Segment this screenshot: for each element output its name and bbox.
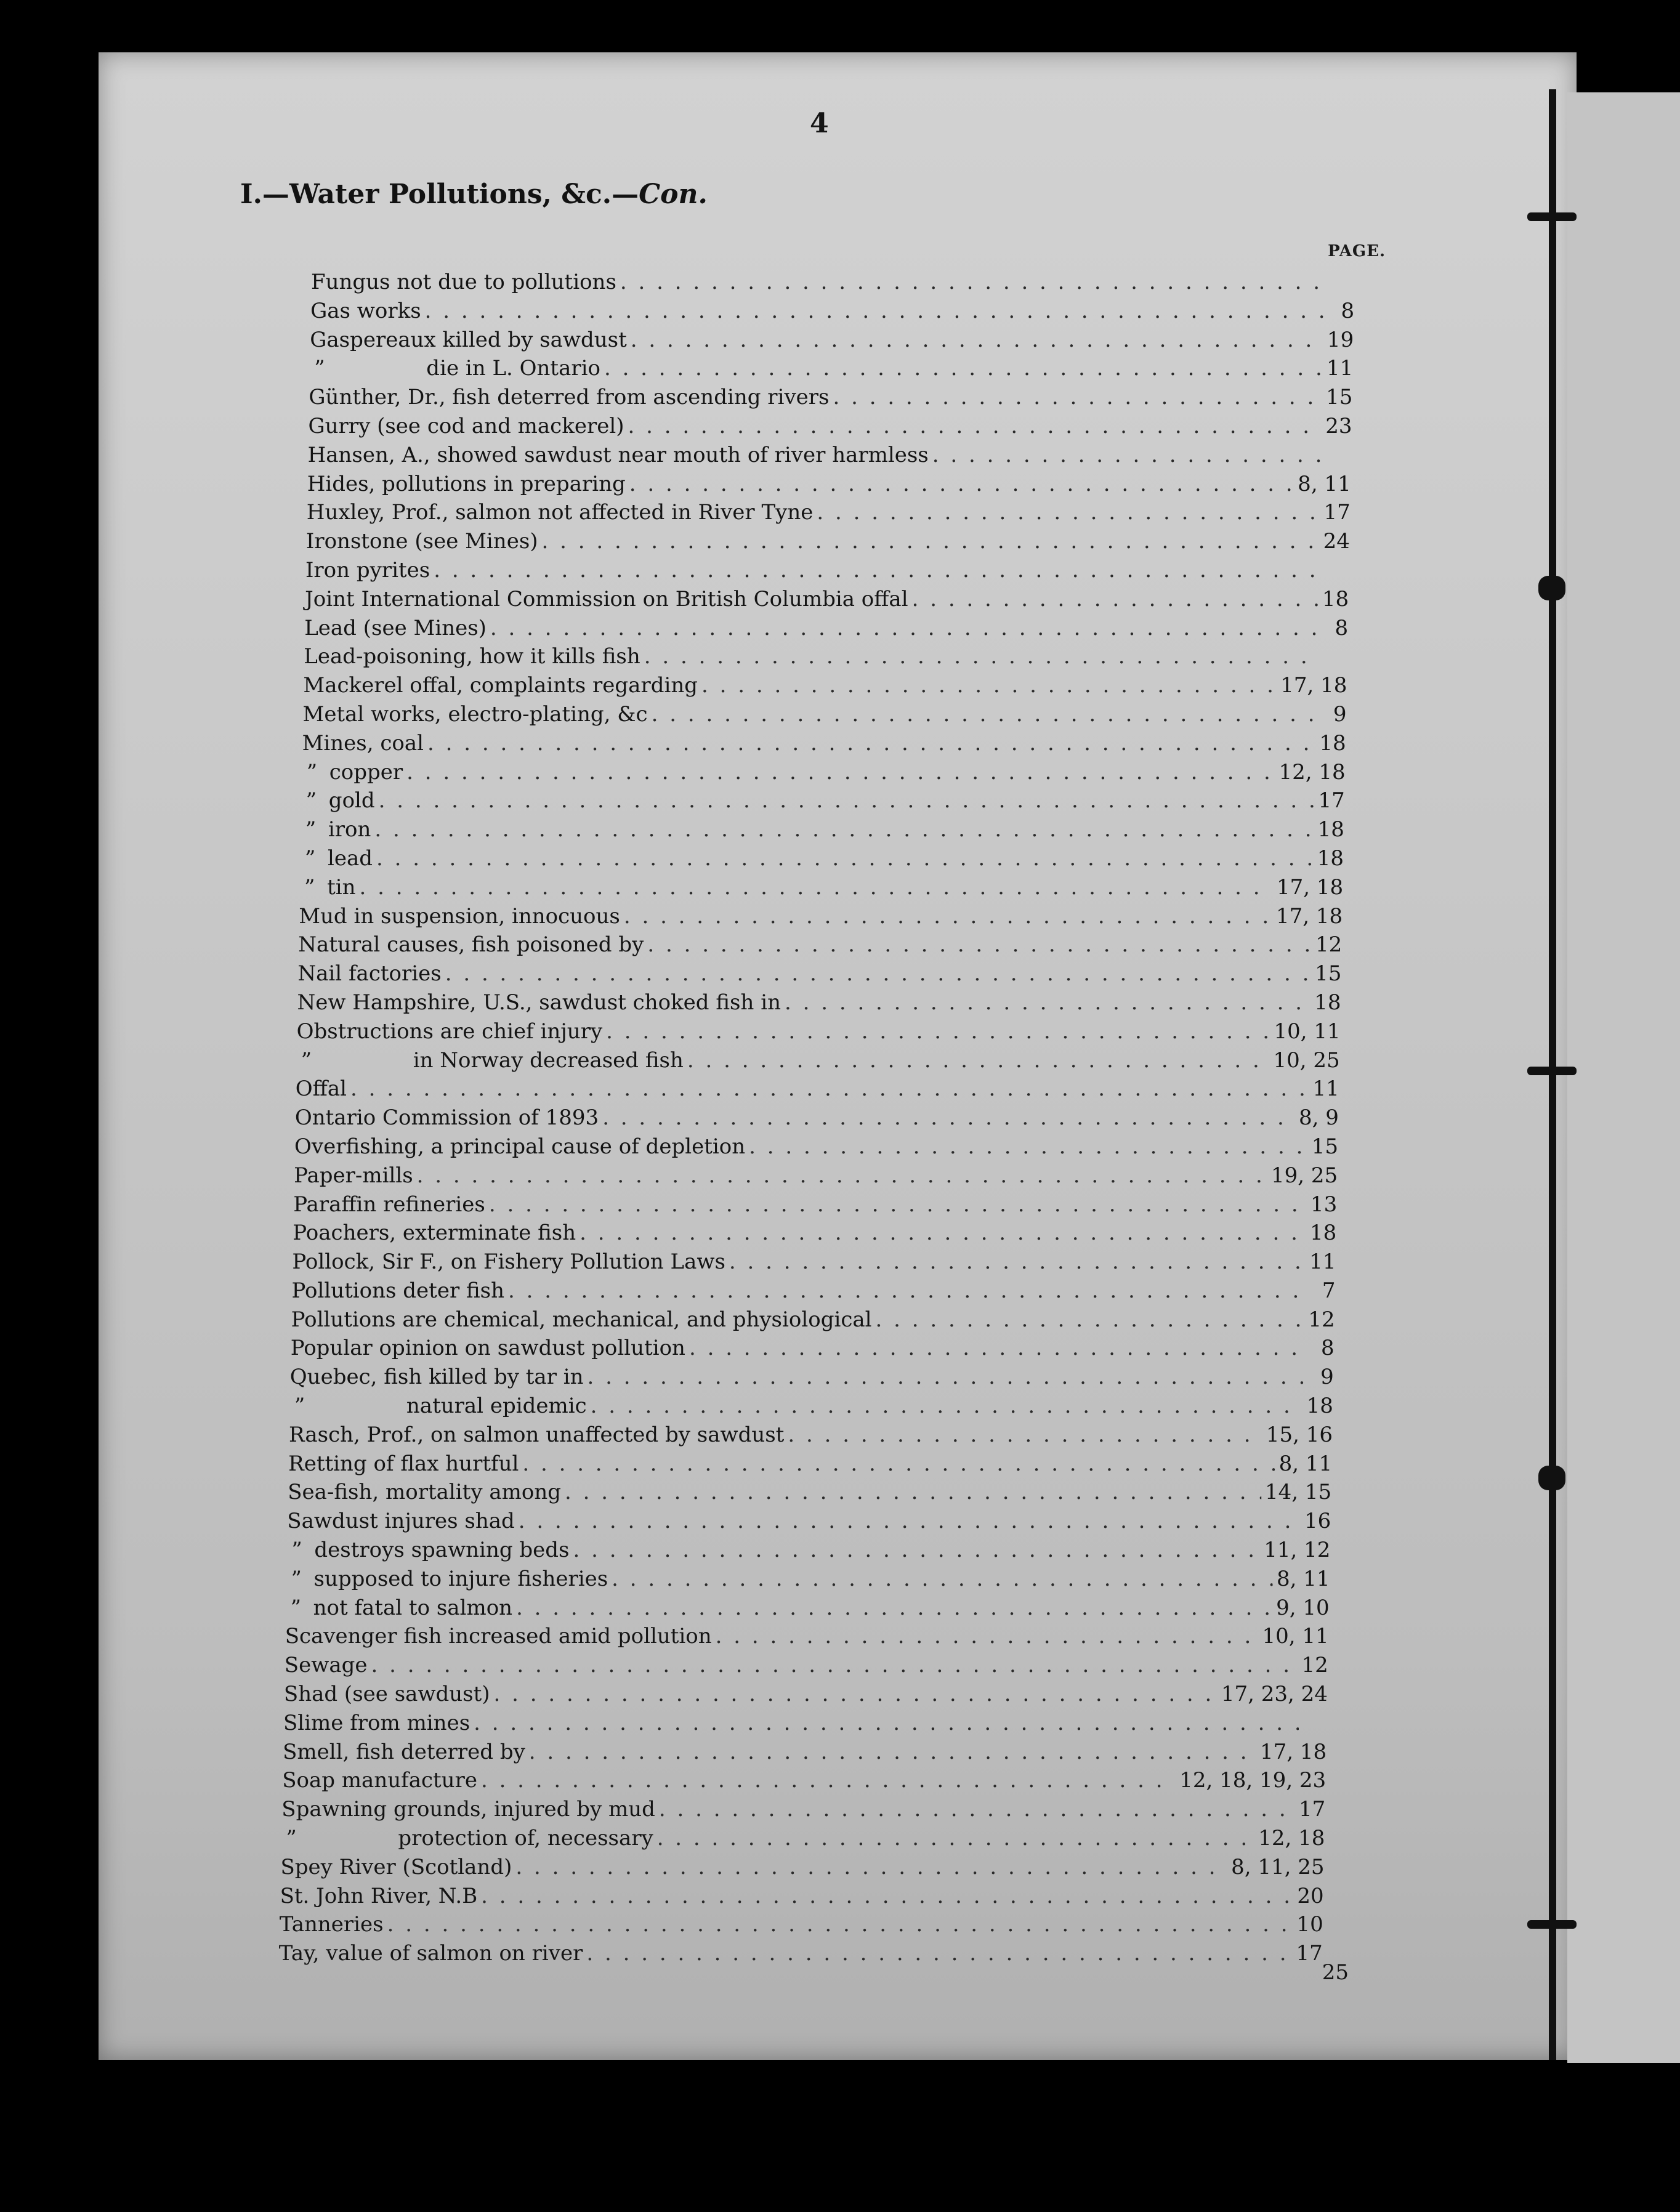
index-entry-pages: 12 <box>1308 1307 1335 1332</box>
ditto-mark: ” <box>291 1538 302 1563</box>
index-entry-term: Huxley, Prof., salmon not affected in River Tyne <box>306 500 814 525</box>
index-entry-term: tin <box>327 874 356 900</box>
ditto-mark: ” <box>305 788 317 813</box>
index-entry <box>294 1163 1338 1192</box>
index-entry-pages: 18 <box>1310 1221 1337 1246</box>
index-entry <box>286 1567 1330 1596</box>
dot-leader <box>427 731 1315 756</box>
index-entry-pages: 8, 11 <box>1276 1566 1330 1591</box>
dot-leader <box>379 788 1315 813</box>
ditto-mark: ” <box>306 759 318 785</box>
section-heading-title: I.—Water Pollutions, &c.— <box>240 179 639 210</box>
index-entry-pages: 12 <box>1315 932 1343 958</box>
index-entry <box>297 961 1341 990</box>
index-entry <box>303 673 1347 702</box>
index-entry-pages: 12, 18 <box>1278 759 1346 785</box>
index-entry-term: Pollutions deter fish <box>291 1278 505 1303</box>
dot-leader <box>350 1076 1309 1101</box>
index-entry <box>301 788 1345 817</box>
dot-leader <box>516 1596 1272 1620</box>
index-entry-term: Tay, value of salmon on river <box>278 1941 583 1966</box>
index-entry-term: Paraffin refineries <box>293 1192 485 1217</box>
index-entry-term: Gaspereaux killed by sawdust <box>310 327 627 352</box>
index-entry <box>307 472 1351 501</box>
index-entry-term: destroys spawning beds <box>314 1538 570 1563</box>
index-entry-term: Soap manufacture <box>282 1768 477 1793</box>
index-entry-pages: 11 <box>1327 356 1354 381</box>
index-entry <box>299 904 1343 933</box>
index-entry <box>286 1538 1330 1567</box>
index-entry-term: Overfishing, a principal cause of depletion <box>294 1134 746 1159</box>
dot-leader <box>481 1884 1293 1908</box>
index-entry-pages: 18 <box>1317 846 1344 871</box>
index-entry-term: Gas works <box>310 298 421 323</box>
dot-leader <box>876 1307 1305 1332</box>
dot-leader <box>785 990 1310 1015</box>
binding-stitch <box>1538 1466 1565 1490</box>
index-entry-pages: 8, 9 <box>1299 1105 1339 1131</box>
ditto-mark: ” <box>314 356 325 381</box>
index-entry-pages: 9, 10 <box>1276 1595 1330 1620</box>
index-entry <box>293 1192 1337 1221</box>
index-entry-pages: 17 <box>1318 788 1345 813</box>
index-entry-pages: 17, 23, 24 <box>1221 1682 1328 1707</box>
index-entry-term: Spawning grounds, injured by mud <box>281 1797 655 1822</box>
index-entry-term: Metal works, electro-plating, &c <box>302 701 648 727</box>
index-list <box>278 270 1355 1970</box>
index-entry <box>308 443 1352 472</box>
index-entry-term: Hides, pollutions in preparing <box>307 471 626 496</box>
ditto-mark: ” <box>305 846 316 871</box>
index-entry-term: natural epidemic <box>406 1394 587 1419</box>
dot-leader <box>515 1855 1227 1879</box>
index-entry-term: Gurry (see cod and mackerel) <box>308 413 624 438</box>
dot-leader <box>817 500 1320 525</box>
index-entry-pages: 9 <box>1333 701 1347 727</box>
index-entry-pages: 16 <box>1304 1509 1331 1534</box>
index-entry <box>289 1423 1333 1451</box>
index-entry <box>300 846 1344 875</box>
index-entry-pages: 15, 16 <box>1266 1422 1333 1447</box>
dot-leader <box>788 1423 1262 1447</box>
index-entry-pages: 15 <box>1311 1134 1338 1159</box>
dot-leader <box>481 1768 1176 1793</box>
index-entry-term: Lead (see Mines) <box>304 615 487 640</box>
dot-leader <box>580 1221 1306 1245</box>
index-entry-term: Ironstone (see Mines) <box>305 529 538 554</box>
index-entry <box>281 1826 1325 1855</box>
index-entry-pages: 11 <box>1312 1076 1339 1102</box>
dot-leader <box>522 1451 1275 1476</box>
facing-page-edge <box>1567 92 1680 2063</box>
index-entry <box>290 1365 1334 1394</box>
index-entry-pages: 10 <box>1296 1912 1323 1937</box>
index-entry-pages: 11, 12 <box>1264 1538 1331 1563</box>
index-entry-pages: 8 <box>1341 298 1355 323</box>
index-entry-term: Shad (see sawdust) <box>283 1682 490 1707</box>
index-entry <box>295 1105 1339 1134</box>
index-entry <box>285 1653 1328 1682</box>
index-entry <box>288 1480 1331 1509</box>
dot-leader <box>565 1480 1261 1504</box>
dot-leader <box>489 1192 1307 1217</box>
index-entry-term: Mud in suspension, innocuous <box>299 903 620 929</box>
index-entry <box>311 270 1355 299</box>
index-entry <box>280 1912 1323 1941</box>
index-entry-term: Lead-poisoning, how it kills fish <box>304 644 640 669</box>
index-entry-pages: 17, 18 <box>1259 1739 1327 1764</box>
index-entry <box>281 1855 1325 1884</box>
index-entry-pages: 12 <box>1301 1653 1328 1678</box>
index-entry <box>293 1221 1336 1249</box>
dot-leader <box>631 328 1323 352</box>
dot-leader <box>749 1134 1308 1159</box>
ditto-mark: ” <box>291 1566 302 1591</box>
index-entry <box>310 299 1354 328</box>
dot-leader <box>932 443 1323 467</box>
index-entry-term: Retting of flax hurtful <box>288 1451 519 1476</box>
index-entry <box>282 1768 1326 1797</box>
dot-leader <box>508 1278 1307 1303</box>
index-entry-term: Nail factories <box>297 961 442 987</box>
index-entry <box>305 558 1349 587</box>
index-entry-pages: 18 <box>1314 990 1341 1015</box>
dot-leader <box>833 385 1322 410</box>
binding-stitch <box>1527 212 1577 221</box>
index-entry <box>310 328 1354 357</box>
dot-leader <box>591 1394 1303 1418</box>
index-entry-term: copper <box>329 759 403 785</box>
index-entry-pages: 17, 18 <box>1280 673 1347 698</box>
index-entry-term: Hansen, A., showed sawdust near mouth of river harmless <box>307 442 929 467</box>
dot-leader <box>701 673 1277 698</box>
index-entry <box>281 1797 1325 1826</box>
index-entry-term: in Norway decreased fish <box>413 1047 684 1073</box>
index-entry-term: Popular opinion on sawdust pollution <box>290 1336 685 1361</box>
index-entry-term: supposed to injure fisheries <box>313 1566 608 1591</box>
index-entry <box>288 1451 1332 1480</box>
index-entry-pages: 8, 11, 25 <box>1231 1854 1325 1879</box>
ditto-mark: ” <box>305 817 317 842</box>
index-entry <box>289 1394 1333 1423</box>
dot-leader <box>494 1682 1218 1706</box>
index-entry-term: Fungus not due to pollutions <box>311 270 616 294</box>
page-column-header: PAGE. <box>1328 242 1386 260</box>
index-entry-pages: 19 <box>1327 327 1354 352</box>
index-entry <box>296 1076 1339 1105</box>
dot-leader <box>434 558 1321 583</box>
index-entry-term: protection of, necessary <box>398 1826 653 1851</box>
index-entry-pages: 18 <box>1306 1394 1333 1419</box>
index-entry <box>298 932 1342 961</box>
section-heading-continued: Con. <box>639 179 708 210</box>
index-entry-term: Mines, coal <box>302 730 424 756</box>
index-entry-pages: 13 <box>1310 1192 1338 1217</box>
index-entry-term: gold <box>328 788 375 813</box>
index-entry-term: Poachers, exterminate fish <box>293 1221 576 1246</box>
index-entry-term: Rasch, Prof., on salmon unaffected by sawdust <box>289 1422 785 1447</box>
index-entry-pages: 8, 11 <box>1298 471 1351 496</box>
index-entry <box>301 817 1344 846</box>
index-entry <box>305 587 1349 616</box>
dot-leader <box>374 817 1314 842</box>
dot-leader <box>912 587 1319 612</box>
index-entry-term: Pollock, Sir F., on Fishery Pollution Laws <box>292 1249 725 1275</box>
index-entry <box>285 1624 1329 1653</box>
dot-leader <box>586 1941 1292 1966</box>
dot-leader <box>689 1336 1306 1360</box>
dot-leader <box>425 299 1326 323</box>
index-entry-term: Tanneries <box>279 1912 384 1937</box>
ditto-mark: ” <box>290 1595 301 1620</box>
dot-leader <box>624 904 1272 929</box>
index-entry-pages: 9 <box>1320 1365 1334 1390</box>
index-entry-term: Sea-fish, mortality among <box>288 1480 561 1505</box>
dot-leader <box>629 472 1294 496</box>
dot-leader <box>371 1653 1298 1677</box>
index-entry <box>302 731 1346 760</box>
index-entry-term: Ontario Commission of 1893 <box>294 1105 599 1131</box>
index-entry <box>304 616 1348 645</box>
dot-leader <box>647 932 1312 957</box>
index-entry-pages: 10, 11 <box>1262 1624 1329 1649</box>
index-entry-pages: 12, 18, 19, 23 <box>1179 1768 1327 1793</box>
ditto-mark: ” <box>286 1826 297 1851</box>
dot-leader <box>606 1019 1270 1044</box>
index-entry <box>284 1682 1328 1711</box>
index-entry <box>292 1249 1336 1278</box>
index-entry-pages: 8 <box>1321 1336 1335 1361</box>
index-entry-pages: 17 <box>1299 1797 1326 1822</box>
ditto-mark: ” <box>304 874 315 900</box>
dot-leader <box>406 760 1275 785</box>
index-entry <box>299 875 1343 904</box>
index-entry-pages: 17, 18 <box>1276 903 1343 929</box>
index-entry-pages: 8 <box>1335 615 1349 640</box>
index-entry-pages: 17, 18 <box>1276 874 1344 900</box>
index-entry-term: Pollutions are chemical, mechanical, and physiological <box>291 1307 872 1332</box>
index-entry-term: New Hampshire, U.S., sawdust choked fish in <box>297 990 781 1015</box>
dot-leader <box>490 616 1320 640</box>
index-entry-term: Paper-mills <box>294 1163 413 1188</box>
index-entry-pages: 11 <box>1309 1249 1336 1275</box>
dot-leader <box>729 1249 1306 1274</box>
index-entry-term: die in L. Ontario <box>426 356 600 381</box>
ditto-mark: ” <box>301 1047 312 1073</box>
index-entry <box>292 1278 1336 1307</box>
index-entry-pages: 10, 11 <box>1274 1019 1341 1044</box>
trailing-page-reference: 25 <box>1322 1960 1349 1985</box>
dot-leader <box>657 1826 1255 1851</box>
index-entry <box>302 760 1346 789</box>
dot-leader <box>644 644 1320 669</box>
binding-stitch <box>1527 1067 1577 1075</box>
dot-leader <box>360 875 1273 900</box>
dot-leader <box>445 961 1311 986</box>
index-entry <box>304 644 1347 673</box>
index-entry <box>283 1711 1327 1740</box>
index-entry <box>280 1884 1324 1913</box>
index-entry-pages: 18 <box>1317 817 1344 842</box>
index-entry-term: Natural causes, fish poisoned by <box>298 932 644 958</box>
index-entry-pages: 23 <box>1325 413 1352 438</box>
index-entry-term: lead <box>328 846 373 871</box>
index-entry-term: Mackerel offal, complaints regarding <box>303 673 698 698</box>
dot-leader <box>604 356 1323 381</box>
index-entry-term: Smell, fish deterred by <box>283 1739 525 1764</box>
index-entry-pages: 18 <box>1319 730 1346 756</box>
index-entry <box>296 1048 1340 1077</box>
index-entry <box>297 1019 1341 1048</box>
dot-leader <box>687 1048 1270 1073</box>
index-entry-term: Offal <box>295 1076 347 1102</box>
index-entry-pages: 20 <box>1297 1883 1324 1908</box>
dot-leader <box>474 1711 1299 1735</box>
index-entry-term: not fatal to salmon <box>313 1595 513 1620</box>
index-entry-pages: 14, 15 <box>1265 1480 1332 1505</box>
index-entry-pages: 15 <box>1326 385 1353 410</box>
index-entry <box>303 702 1347 731</box>
section-heading <box>240 179 708 210</box>
index-entry <box>294 1134 1338 1163</box>
ditto-mark: ” <box>294 1394 305 1419</box>
dot-leader <box>716 1624 1259 1649</box>
dot-leader <box>620 270 1327 294</box>
index-entry <box>309 414 1352 443</box>
binding-stitch <box>1538 576 1565 600</box>
index-entry <box>297 990 1341 1019</box>
dot-leader <box>612 1567 1273 1591</box>
page-number: 4 <box>810 108 829 139</box>
index-entry-pages: 15 <box>1315 961 1342 987</box>
index-entry <box>309 356 1353 385</box>
index-entry <box>291 1336 1335 1365</box>
dot-leader <box>659 1797 1295 1822</box>
index-entry-pages: 12, 18 <box>1258 1826 1325 1851</box>
dot-leader <box>628 414 1322 438</box>
index-entry-term: Sawdust injures shad <box>287 1509 515 1534</box>
index-entry-term: Quebec, fish killed by tar in <box>289 1365 584 1390</box>
index-entry-term: Iron pyrites <box>305 557 430 583</box>
index-entry <box>283 1740 1327 1769</box>
index-entry-pages: 17 <box>1296 1941 1323 1966</box>
dot-leader <box>588 1365 1306 1389</box>
index-entry-pages: 10, 25 <box>1273 1047 1340 1073</box>
index-entry-pages: 8, 11 <box>1278 1451 1333 1476</box>
index-entry <box>291 1307 1335 1336</box>
index-entry-term: Scavenger fish increased amid pollution <box>285 1624 712 1649</box>
index-entry-pages: 19, 25 <box>1270 1163 1338 1188</box>
index-entry-term: Spey River (Scotland) <box>280 1854 512 1879</box>
index-entry-term: Günther, Dr., fish deterred from ascending rivers <box>309 385 830 410</box>
index-entry <box>307 500 1351 529</box>
binding-stitch <box>1527 1920 1577 1929</box>
dot-leader <box>542 529 1320 554</box>
index-entry-term: Slime from mines <box>283 1710 470 1735</box>
index-entry <box>286 1596 1330 1625</box>
index-entry <box>309 385 1352 414</box>
index-entry-pages: 17 <box>1323 500 1351 525</box>
dot-leader <box>387 1912 1293 1937</box>
dot-leader <box>529 1740 1256 1764</box>
index-entry-term: St. John River, N.B <box>280 1883 478 1908</box>
index-entry <box>279 1941 1323 1970</box>
index-entry-term: Joint International Commission on British Columbia offal <box>305 586 908 612</box>
index-entry-pages: 7 <box>1322 1278 1336 1303</box>
index-entry-pages: 18 <box>1322 586 1349 612</box>
index-entry <box>306 529 1350 558</box>
dot-leader <box>573 1538 1261 1562</box>
index-entry-term: Sewage <box>284 1653 368 1678</box>
dot-leader <box>602 1105 1295 1130</box>
index-entry-pages: 24 <box>1323 529 1350 554</box>
index-entry-term: iron <box>328 817 371 842</box>
index-entry <box>287 1509 1331 1538</box>
dot-leader <box>417 1163 1267 1188</box>
dot-leader <box>519 1509 1301 1533</box>
dot-leader <box>376 846 1314 871</box>
dot-leader <box>652 702 1319 727</box>
index-entry-term: Obstructions are chief injury <box>296 1019 603 1044</box>
